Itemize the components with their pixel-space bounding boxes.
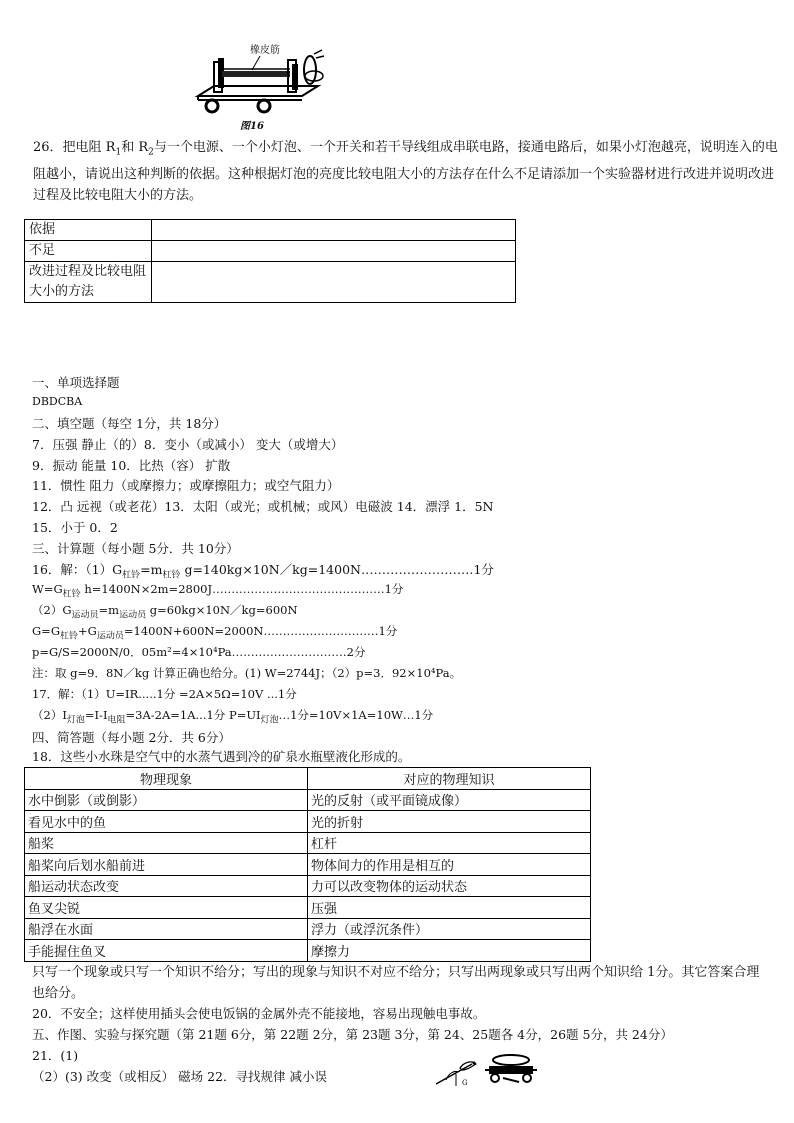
figure-caption: 图16 bbox=[240, 121, 264, 132]
table-cell-label: 改进过程及比较电阻大小的方法 bbox=[25, 262, 152, 303]
answer-12: 12．凸 远视（或老花）13．太阳（或光；或机械；或风）电磁波 14．漂浮 1．5N bbox=[32, 499, 494, 514]
answer-15: 15．小于 0．2 bbox=[32, 520, 118, 535]
table-row: 船桨 杠杆 bbox=[25, 832, 591, 854]
answer-11: 11．惯性 阻力（或摩擦力；或摩擦阻力；或空气阻力） bbox=[32, 478, 340, 493]
section-5-title: 五、作图、实验与探究题（第 21题 6分，第 22题 2分，第 23题 3分，第 24、25题各 4分，26题 5分，共 24分） bbox=[32, 1027, 673, 1042]
grading-note: 只写一个现象或只写一个知识不给分；写出的现象与知识不对应不给分；只写出两现象或只写出两个知识给 1分。其它答案合理也给分。 bbox=[32, 965, 760, 1001]
table-cell-value[interactable] bbox=[152, 220, 516, 241]
section-1-answer: DBDCBA bbox=[32, 395, 83, 408]
table-header-row bbox=[25, 768, 591, 790]
table-cell-value[interactable] bbox=[152, 241, 516, 262]
question-26: 26．把电阻 $R_1$和 $R_2$与一个电源、一个小灯泡、一个开关和若干导线组成串联电路，接通电路后，如果小灯泡越亮，说明连入的电阻越小，请说出这种判断的依据。这种根据灯泡的亮度比较电阻大小的方法存在什么不足请添加一个实验器材进行改进并说明改进过程及比较电阻大小的方法。 bbox=[33, 140, 778, 203]
table-cell-label: 不足 bbox=[25, 241, 152, 262]
table-cell-value[interactable] bbox=[152, 262, 516, 303]
section-3-title: 三、计算题（每小题 5分．共 10分） bbox=[32, 541, 239, 556]
answer-17-line-2: $(2)I_{灯泡}=I-I_{电阻}=3A-2A=1A...1$分 $P=UI_{灯泡}\dots 1$分=10V×1A=10W…1分 bbox=[32, 708, 434, 726]
table-row: 船浮在水面 浮力（或浮沉条件） bbox=[25, 918, 591, 940]
answer-16-note: 注：取 g=9．8N／kg 计算正确也给分。(1) W=2744J；（2）p=3．92×10⁴Pa。 bbox=[32, 666, 462, 680]
answer-20: 20．不安全；这样使用插头会使电饭锅的金属外壳不能接地，容易出现触电事故。 bbox=[32, 1006, 486, 1021]
section-1-title: 一、单项选择题 bbox=[32, 375, 120, 390]
answer-17-line-1: 17．解：（1）U=IR.....1分 =2A×5Ω=10V ...1分 bbox=[32, 687, 297, 701]
figure-label: 橡皮筋 bbox=[250, 45, 280, 56]
table-row bbox=[25, 241, 516, 262]
column-header-knowledge: 对应的物理知识 bbox=[308, 768, 591, 790]
answer-21: 21．(1) bbox=[32, 1048, 79, 1063]
section-4-title: 四、简答题（每小题 2分．共 6分） bbox=[32, 730, 231, 745]
section-2-title: 二、填空题（每空 1分，共 18分） bbox=[32, 416, 227, 431]
table-cell-label: 依据 bbox=[25, 220, 152, 241]
force-label: G bbox=[462, 1079, 468, 1087]
table-row: 鱼叉尖锐 压强 bbox=[25, 897, 591, 919]
table-row: 手能握住鱼叉 摩擦力 bbox=[25, 940, 591, 962]
table-row: 船运动状态改变 力可以改变物体的运动状态 bbox=[25, 875, 591, 897]
table-row bbox=[25, 220, 516, 241]
answer-16-line-1: 16．解：$(1)G_{杠铃}=m_{杠铃}$ g=140kg×10N／kg=1400N………………………1分 bbox=[32, 562, 494, 581]
table-row: 船桨向后划水船前进 物体间力的作用是相互的 bbox=[25, 854, 591, 876]
table-row: 水中倒影（或倒影） 光的反射（或平面镜成像） bbox=[25, 789, 591, 811]
answer-table-26 bbox=[24, 219, 516, 303]
answer-16-line-5: p=G/S=2000N/0．05m²=4×10⁴Pa…………………………2分 bbox=[32, 645, 366, 659]
answer-16-line-4: $G=G_{杠铃}+G_{运动员}=1400N+600N=2000N\dots\dots\dots\dots\dots\dots\dots\dots\dots\dots 1$分 bbox=[32, 624, 398, 642]
column-header-phenomenon: 物理现象 bbox=[25, 768, 308, 790]
lever-sketch-icon bbox=[432, 1058, 480, 1088]
answer-18: 18．这些小水珠是空气中的水蒸气遇到冷的矿泉水瓶壁液化形成的。 bbox=[32, 749, 411, 764]
answer-16-line-3: $(2)G_{运动员}=m_{运动员}$ g=60kg×10N／kg=600N bbox=[32, 603, 298, 621]
phenomenon-knowledge-table bbox=[24, 767, 591, 962]
electromagnet-sketch-icon bbox=[483, 1052, 539, 1086]
answer-16-line-2: $W=G_{杠铃}$ h=1400N×2m=2800J………………………………………1分 bbox=[32, 582, 404, 600]
answer-9: 9．振动 能量 10．比热（容） 扩散 bbox=[32, 458, 231, 473]
answer-7: 7．压强 静止（的）8．变小（或减小） 变大（或增大） bbox=[32, 437, 344, 452]
answer-21-22: （2）(3) 改变（或相反） 磁场 22．寻找规律 减小误 bbox=[32, 1069, 327, 1084]
table-row bbox=[25, 262, 516, 303]
table-row: 看见水中的鱼 光的折射 bbox=[25, 811, 591, 833]
